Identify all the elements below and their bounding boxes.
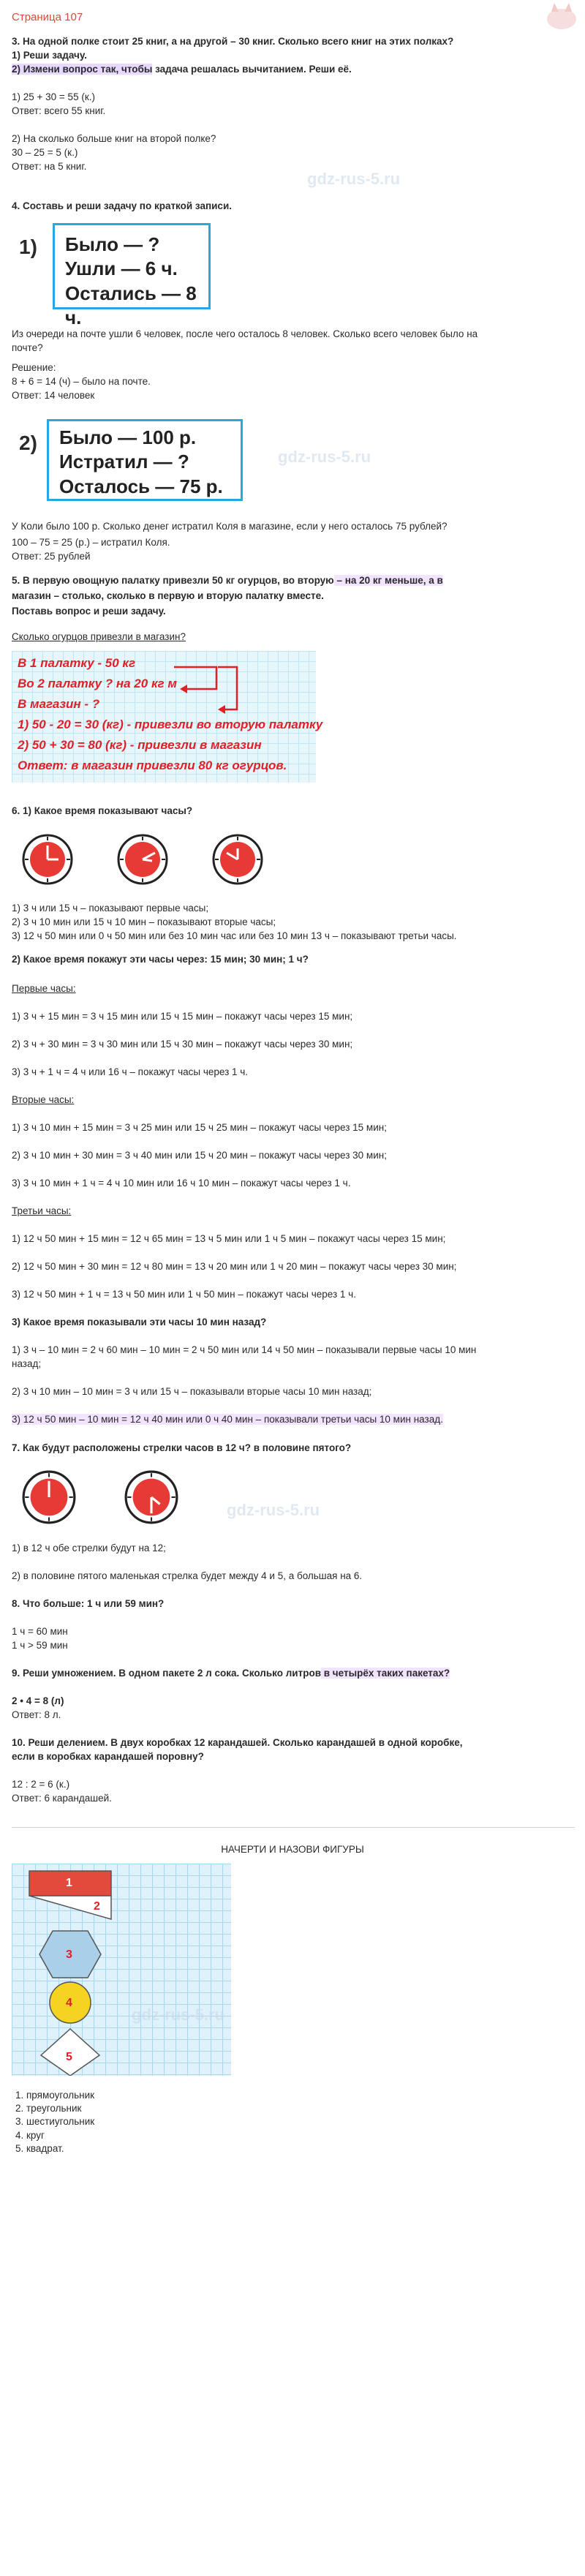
figures-heading: НАЧЕРТИ И НАЗОВИ ФИГУРЫ: [221, 1844, 364, 1855]
task4-box1-line2: Ушли — 6 ч.: [65, 257, 178, 280]
task4-box2-num: 2): [19, 432, 37, 454]
corner-logo: [541, 1, 582, 31]
task4-box1-line1: Было — ?: [65, 233, 160, 255]
task6-f1: 1) 3 ч + 15 мин = 3 ч 15 мин или 15 ч 15 мин – покажут часы через 15 мин;: [12, 1011, 353, 1022]
task3-question: 3. На одной полке стоит 25 книг, а на другой – 30 книг. Сколько всего книг на этих полках?: [12, 36, 454, 47]
figure-label-3: 3: [66, 1948, 72, 1961]
task6-s3: 3) 3 ч 10 мин + 1 ч = 4 ч 10 мин или 16 ч 10 мин – покажут часы через 1 ч.: [12, 1178, 351, 1189]
task3-step1: 1) Реши задачу.: [12, 50, 87, 61]
task4-box2-line3: Осталось — 75 р.: [59, 475, 223, 497]
figure-label-4: 4: [66, 1997, 72, 2009]
task5-r5: 2) 50 + 30 = 80 (кг) - привезли в магазин: [18, 738, 262, 752]
task7-a1: 1) в 12 ч обе стрелки будут на 12;: [12, 1543, 166, 1553]
task4-q2: У Коли было 100 р. Сколько денег истратил Коля в магазине, если у него осталось 75 рублей?: [12, 521, 448, 532]
watermark: gdz-rus-5.ru: [307, 170, 401, 188]
task8-a1: 1 ч = 60 мин: [12, 1626, 68, 1637]
watermark: gdz-rus-5.ru: [227, 1501, 320, 1519]
page-title: Страница 107: [12, 11, 83, 23]
task4-p1b: почте?: [12, 342, 43, 353]
task3-answer-3: 2) На сколько больше книг на второй полке?: [12, 133, 216, 144]
task4-box1-num: 1): [19, 236, 37, 258]
task4-p2: Решение:: [12, 362, 56, 373]
task4-box1-line3: Остались — 8 ч.: [65, 282, 197, 328]
task7-a2: 2) в половине пятого маленькая стрелка будет между 4 и 5, а большая на 6.: [12, 1570, 363, 1581]
task9-a2: Ответ: 8 л.: [12, 1709, 61, 1720]
clock-icon: [22, 1470, 76, 1524]
figures-list-item: 4. круг: [26, 2129, 94, 2142]
task4-p1: Из очереди на почте ушли 6 человек, после чего осталось 8 человек. Сколько всего человек было на: [12, 328, 478, 339]
task10-q1: 10. Реши делением. В двух коробках 12 карандашей. Сколько карандашей в одной коробке,: [12, 1737, 463, 1748]
clock-icon: [117, 834, 168, 885]
task6-u2: 2) 12 ч 50 мин + 30 мин = 12 ч 80 мин = 13 ч 20 мин или 1 ч 20 мин – покажут часы через 30 мин;: [12, 1261, 457, 1272]
task4-box2-line1: Было — 100 р.: [59, 426, 197, 448]
task6-b1b: назад;: [12, 1358, 42, 1369]
task9-q-highlight: в четырёх таких пакетах?: [321, 1668, 450, 1679]
task5-q1-part1: 5. В первую овощную палатку привезли 50 кг огурцов, во вторую: [12, 575, 334, 586]
task6-a3: 3) 12 ч 50 мин или 0 ч 50 мин или без 10 мин час или без 10 мин 13 ч – показывают третьи часы.: [12, 930, 457, 941]
task4-box1-lines: [65, 233, 208, 330]
task4-box1: [12, 223, 202, 328]
task3-step2-rest: задача решалась вычитанием. Реши её.: [152, 64, 352, 75]
task5-q3: Поставь вопрос и реши задачу.: [12, 606, 166, 617]
task4-p4: Ответ: 14 человек: [12, 390, 95, 401]
task5-r2: Во 2 палатку ? на 20 кг м: [18, 677, 177, 690]
figure-label-2: 2: [94, 1900, 100, 1913]
task4-box1-frame: [53, 223, 211, 328]
task6-h2: Вторые часы:: [12, 1094, 75, 1105]
task4-p3: 8 + 6 = 14 (ч) – было на почте.: [12, 376, 151, 387]
task5-question: Сколько огурцов привезли в магазин?: [12, 631, 186, 642]
task8-q: 8. Что больше: 1 ч или 59 мин?: [12, 1598, 165, 1609]
task9-a1: 2 • 4 = 8 (л): [12, 1695, 64, 1706]
watermark: gdz-rus-5.ru: [278, 448, 371, 466]
task10-a2: Ответ: 6 карандашей.: [12, 1793, 112, 1804]
figures-list-item: 5. квадрат.: [26, 2142, 94, 2155]
clock-icon: [124, 1470, 178, 1524]
figures-list-item: 2. треугольник: [26, 2102, 94, 2115]
task3-answer-5: Ответ: на 5 книг.: [12, 161, 87, 172]
task5-r1: В 1 палатку - 50 кг: [18, 656, 136, 670]
task5-q2: магазин – столько, сколько в первую и вторую палатку вместе.: [12, 590, 324, 601]
divider: [12, 1827, 575, 1828]
task3-step2-highlight: 2) Измени вопрос так, чтобы: [12, 64, 153, 75]
task7-q: 7. Как будут расположены стрелки часов в 12 ч? в половине пятого?: [12, 1442, 352, 1453]
task6-q2: 2) Какое время покажут эти часы через: 15 мин; 30 мин; 1 ч?: [12, 954, 309, 965]
clock-icon: [22, 834, 73, 885]
task4-box2-lines: [59, 426, 223, 499]
task9-q: [12, 1667, 450, 1680]
task4-q2a: 100 – 75 = 25 (р.) – истратил Коля.: [12, 537, 170, 548]
task4-q2b: Ответ: 25 рублей: [12, 551, 91, 562]
watermark: gdz-rus-5.ru: [132, 2006, 225, 2024]
task3-step2: [12, 63, 352, 76]
figure-label-5: 5: [66, 2051, 72, 2063]
figures-labels: [12, 1864, 231, 2076]
task6-u3: 3) 12 ч 50 мин + 1 ч = 13 ч 50 мин или 1 ч 50 мин – покажут часы через 1 ч.: [12, 1289, 356, 1300]
task4-box2-line2: Истратил — ?: [59, 451, 189, 473]
task6-u1: 1) 12 ч 50 мин + 15 мин = 12 ч 65 мин = 13 ч 5 мин или 1 ч 5 мин – покажут часы через 15 мин;: [12, 1233, 446, 1244]
task4-box2-frame: [47, 419, 243, 501]
task6-b1: 1) 3 ч – 10 мин = 2 ч 60 мин – 10 мин = 2 ч 50 мин или 14 ч 50 мин – показывали первые часы 10 мин: [12, 1344, 477, 1355]
task4-question: 4. Составь и реши задачу по краткой записи.: [12, 200, 232, 211]
task6-a1: 1) 3 ч или 15 ч – показывают первые часы;: [12, 903, 209, 914]
task6-b3-text: 3) 12 ч 50 мин – 10 мин = 12 ч 40 мин или 0 ч 40 мин – показывали третьи часы 10 мин назад.: [12, 1414, 443, 1425]
task6-q1: 6. 1) Какое время показывают часы?: [12, 805, 193, 816]
task10-q2: если в коробках карандашей поровну?: [12, 1751, 204, 1762]
task6-s2: 2) 3 ч 10 мин + 30 мин = 3 ч 40 мин или 15 ч 20 мин – покажут часы через 30 мин;: [12, 1150, 387, 1161]
task3-answer-2: Ответ: всего 55 книг.: [12, 105, 106, 116]
task6-a2: 2) 3 ч 10 мин или 15 ч 10 мин – показывают вторые часы;: [12, 916, 276, 927]
clock-icon: [212, 834, 263, 885]
task5-r6: Ответ: в магазин привезли 80 кг огурцов.: [18, 758, 287, 772]
task6-f3: 3) 3 ч + 1 ч = 4 ч или 16 ч – покажут часы через 1 ч.: [12, 1066, 249, 1077]
task5-r4: 1) 50 - 20 = 30 (кг) - привезли во вторую палатку: [18, 718, 323, 731]
figures-list-item: 1. прямоугольник: [26, 2089, 94, 2102]
task6-f2: 2) 3 ч + 30 мин = 3 ч 30 мин или 15 ч 30 мин – покажут часы через 30 мин;: [12, 1039, 353, 1050]
figures-list-item: 3. шестиугольник: [26, 2115, 94, 2128]
task5-solution: [12, 651, 323, 783]
figures-list: [12, 2089, 94, 2155]
task4-box2: [12, 419, 253, 501]
task5-q1: [12, 574, 443, 587]
task9-q-part1: 9. Реши умножением. В одном пакете 2 л сока. Сколько литров: [12, 1668, 321, 1679]
task6-h3: Третьи часы:: [12, 1205, 72, 1216]
task6-b3: [12, 1413, 443, 1426]
task6-b2: 2) 3 ч 10 мин – 10 мин = 3 ч или 15 ч – показывали вторые часы 10 мин назад;: [12, 1386, 372, 1397]
task6-h1: Первые часы:: [12, 983, 76, 994]
task8-a2: 1 ч > 59 мин: [12, 1640, 68, 1651]
task5-brace-arrow: [173, 657, 253, 715]
figure-label-1: 1: [66, 1877, 72, 1889]
task3-answer-1: 1) 25 + 30 = 55 (к.): [12, 91, 95, 102]
task10-a1: 12 : 2 = 6 (к.): [12, 1779, 70, 1790]
task6-q3: 3) Какое время показывали эти часы 10 мин назад?: [12, 1317, 267, 1327]
task3-answer-4: 30 – 25 = 5 (к.): [12, 147, 78, 158]
task6-s1: 1) 3 ч 10 мин + 15 мин = 3 ч 25 мин или 15 ч 25 мин – покажут часы через 15 мин;: [12, 1122, 387, 1133]
task5-r3: В магазин - ?: [18, 697, 100, 711]
task5-q1-highlight: – на 20 кг меньше, а в: [333, 575, 443, 586]
